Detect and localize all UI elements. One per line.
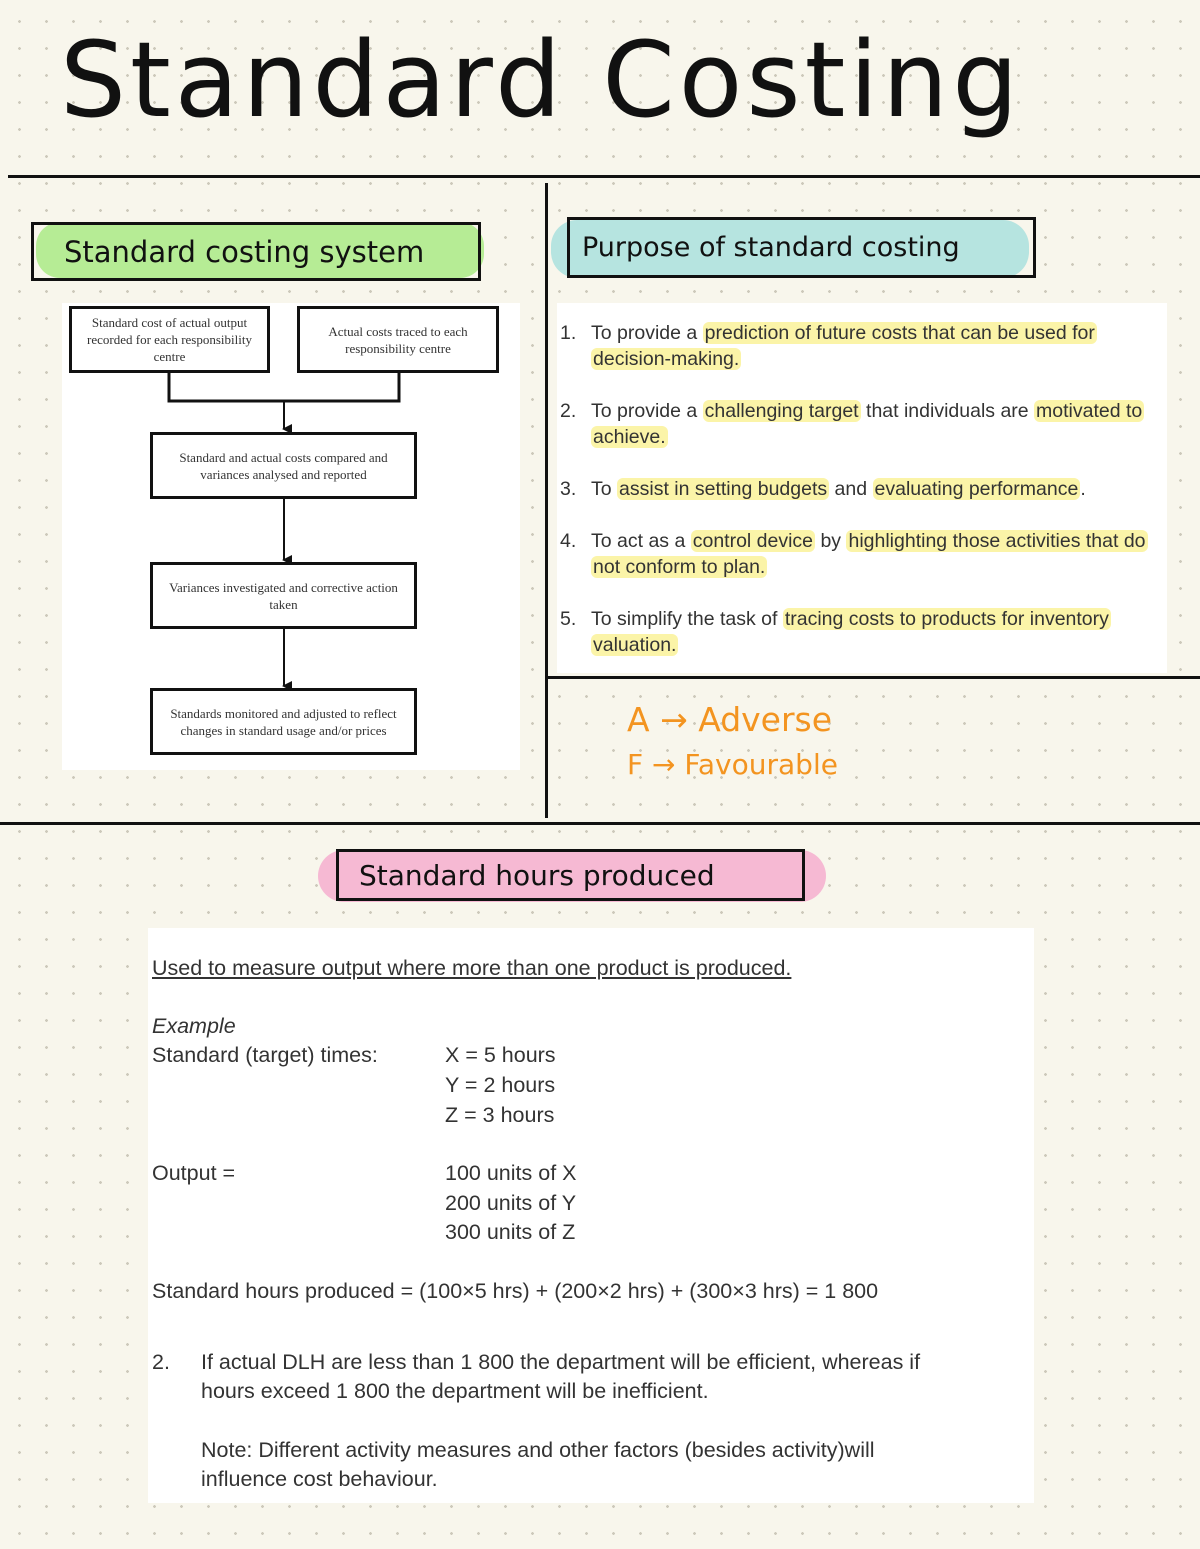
highlighted-text: assist in setting budgets [619,478,828,500]
note-line-2: influence cost behaviour. [201,1467,438,1491]
column-divider [545,183,548,818]
page-title: Standard Costing [60,19,1023,141]
time-x: X = 5 hours [445,1043,556,1067]
flow-box-compare-costs: Standard and actual costs compared and variances analysed and reported [150,432,417,499]
standard-hours-label [336,849,805,901]
highlighted-text: motivated to achieve. [593,400,1143,448]
list-item: 3. To assist in setting budgets and evaluating performance . [560,478,1086,500]
point-text-line-2: hours exceed 1 800 the department will be inefficient. [201,1379,709,1403]
highlighted-text: evaluating performance [874,478,1079,500]
purpose-panel [557,303,1167,673]
times-label: Standard (target) times: [152,1043,378,1067]
note-line-1: Note: Different activity measures and other factors (besides activity)will [201,1438,875,1462]
point-text-line-1: If actual DLH are less than 1 800 the department will be efficient, whereas if [201,1350,921,1374]
list-item: 2. To provide a challenging target that individuals are motivated to achieve. [560,400,1143,448]
highlighted-text: highlighting those activities that do not conform to plan. [593,530,1146,578]
definition-text: Used to measure output where more than one product is produced. [152,956,792,980]
flow-box-investigate-variances: Variances investigated and corrective action taken [150,562,417,629]
example-label: Example [152,1014,236,1038]
point-number: 2. [152,1350,170,1374]
output-x: 100 units of X [445,1161,577,1185]
flow-box-standard-cost: Standard cost of actual output recorded for each responsibility centre [69,306,270,373]
title-divider [8,175,1200,178]
favourable-note: F → Favourable [627,748,838,781]
purpose-label-text: Purpose of standard costing [582,232,960,263]
flowchart-panel [62,303,520,770]
list-item: 5. To simplify the task of tracing costs to products for inventory valuation. [560,608,1109,656]
list-item: 4. To act as a control device by highlighting those activities that do not conform to plan. [560,530,1146,578]
adverse-note: A → Adverse [627,700,833,739]
highlighted-text: challenging target [704,400,859,422]
highlighted-text: control device [692,530,814,552]
standard-hours-panel [148,928,1034,1503]
purpose-list [557,320,1161,684]
list-item: 1. To provide a prediction of future costs that can be used for decision-making. [560,322,1095,370]
output-y: 200 units of Y [445,1191,577,1215]
standard-costing-system-label [31,222,481,281]
flow-box-monitor-standards: Standards monitored and adjusted to reflect changes in standard usage and/or prices [150,688,417,755]
output-z: 300 units of Z [445,1220,576,1244]
standard-hours-label-text: Standard hours produced [359,858,715,892]
output-label: Output = [152,1161,236,1185]
highlighted-text: prediction of future costs that can be used for decision-making. [593,322,1095,370]
formula-text: Standard hours produced = (100×5 hrs) + (200×2 hrs) + (300×3 hrs) = 1 800 [152,1279,879,1303]
time-y: Y = 2 hours [445,1073,556,1097]
flow-box-actual-costs: Actual costs traced to each responsibility centre [297,306,499,373]
time-z: Z = 3 hours [445,1103,555,1127]
section-divider [0,822,1200,825]
standard-costing-system-text: Standard costing system [64,234,425,269]
purpose-label [567,217,1036,278]
highlighted-text: tracing costs to products for inventory valuation. [593,608,1109,656]
